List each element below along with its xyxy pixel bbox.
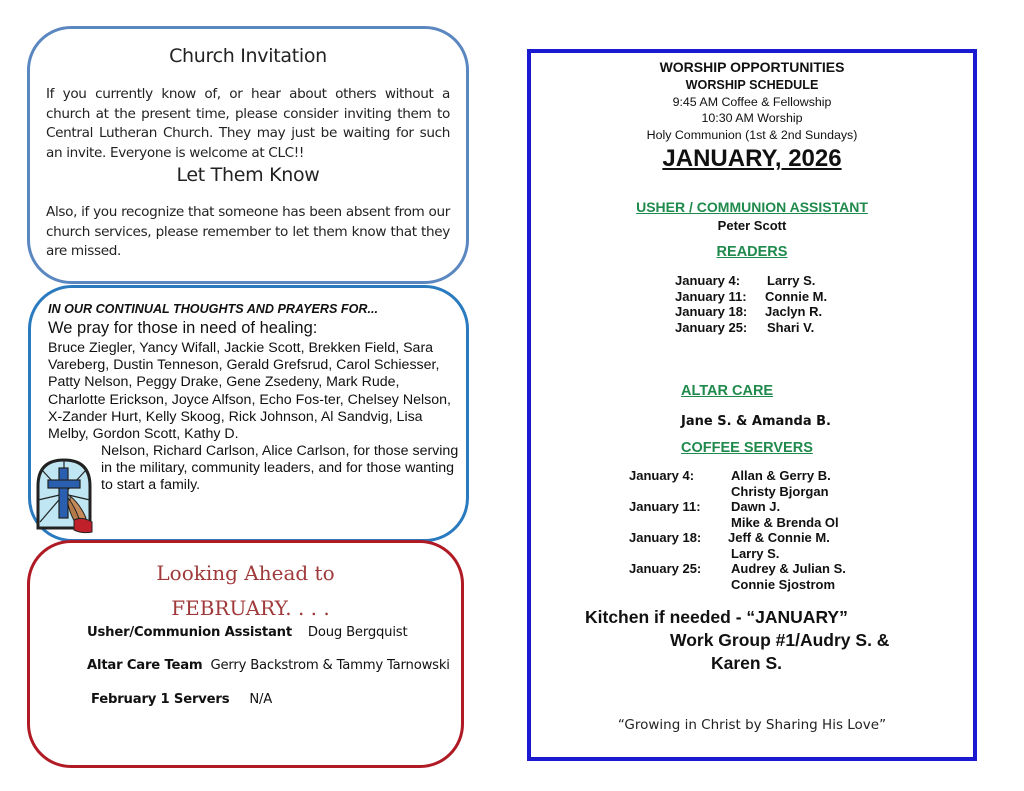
prayer-names-list-continued: Nelson, Richard Carlson, Alice Carlson, for those serving in the military, community leaders, and for those wanting to start a family.: [101, 443, 459, 494]
coffee-date: January 11:: [629, 499, 701, 514]
reader-date: January 18:: [675, 304, 748, 319]
church-invitation-text: If you currently know of, or hear about others without a church at the present time, please consider inviting them to Central Lutheran Church. They may just be waiting for such an invite. Everyone is welcome at CLC!!: [46, 86, 450, 161]
looking-ahead-title: Looking Ahead to: [156, 561, 335, 585]
coffee-date: January 4:: [629, 468, 695, 483]
readers-title: READERS: [716, 244, 788, 260]
reader-date: January 11:: [675, 289, 747, 304]
coffee-server: Audrey & Julian S.: [731, 561, 846, 576]
worship-schedule-title: WORSHIP SCHEDULE: [685, 78, 819, 92]
february-servers-row: [91, 692, 272, 707]
coffee-servers-title: COFFEE SERVERS: [681, 440, 813, 456]
reader-name: Shari V.: [767, 320, 815, 335]
february-altar-row: [87, 658, 450, 673]
church-invitation-title: Church Invitation: [169, 45, 327, 67]
let-them-know-title: Let Them Know: [176, 164, 320, 186]
coffee-server: Allan & Gerry B.: [731, 468, 831, 483]
praying-hands-window-icon: [34, 456, 98, 534]
february-title: FEBRUARY. . . .: [171, 596, 330, 620]
reader-name: Connie M.: [765, 289, 828, 304]
kitchen-line-3: Karen S.: [711, 653, 782, 673]
church-motto: “Growing in Christ by Sharing His Love”: [617, 717, 887, 733]
prayers-heading: IN OUR CONTINUAL THOUGHTS AND PRAYERS FOR...: [48, 302, 379, 316]
coffee-server: Dawn J.: [731, 499, 781, 514]
coffee-date: January 25:: [629, 561, 702, 576]
coffee-server: Connie Sjostrom: [731, 577, 836, 592]
schedule-communion: Holy Communion (1st & 2nd Sundays): [646, 128, 858, 142]
month-title: JANUARY, 2026: [662, 145, 842, 172]
schedule-worship: 10:30 AM Worship: [701, 111, 803, 125]
usher-title: USHER / COMMUNION ASSISTANT: [636, 199, 868, 215]
worship-heading: WORSHIP OPPORTUNITIES: [659, 59, 845, 75]
looking-ahead-february-box: [27, 540, 464, 768]
kitchen-line-1: Kitchen if needed - “JANUARY”: [585, 607, 848, 627]
february-usher-value: Doug Bergquist: [307, 625, 408, 640]
coffee-server: Jeff & Connie M.: [728, 530, 830, 545]
february-servers-label: February 1 Servers: [91, 692, 230, 707]
coffee-server: Christy Bjorgan: [731, 484, 829, 499]
kitchen-line-2: Work Group #1/Audry S. &: [670, 630, 890, 650]
prayers-box: [28, 285, 469, 542]
reader-date: January 25:: [675, 320, 748, 335]
schedule-coffee: 9:45 AM Coffee & Fellowship: [672, 95, 832, 109]
coffee-server: Larry S.: [731, 546, 780, 561]
altar-care-title: ALTAR CARE: [681, 383, 774, 399]
coffee-date: January 18:: [629, 530, 702, 545]
reader-name: Jaclyn R.: [765, 304, 823, 319]
february-usher-label: Usher/Communion Assistant: [87, 625, 292, 640]
prayer-names-list: Bruce Ziegler, Yancy Wifall, Jackie Scott, Brekken Field, Sara Vareberg, Dustin Tenneson, Gerald Grefsrud, Carol Schiesser, Patty Nelson, Peggy Drake, Gene Zsedeny, Mark Rude, Charlotte Erickson, Joyce Alfson, Echo Fos-ter, Chelsey Nelson, X-Zander Hurt, Kelly Skoog, Rick Johnson, Al Sandvig, Lisa Melby, Gordon Scott, Kathy D.: [48, 340, 451, 443]
usher-name: Peter Scott: [717, 218, 787, 233]
reader-name: Larry S.: [767, 273, 816, 288]
february-altar-label: Altar Care Team: [87, 658, 203, 673]
february-usher-row: [87, 625, 407, 640]
coffee-server: Mike & Brenda Ol: [731, 515, 839, 530]
let-them-know-text: Also, if you recognize that someone has been absent from our church services, please remember to let them know that they are missed.: [46, 204, 450, 259]
prayers-subheading: We pray for those in need of healing:: [48, 319, 318, 337]
february-altar-value: Gerry Backstrom & Tammy Tarnowski: [210, 658, 450, 673]
february-servers-value: N/A: [249, 692, 273, 707]
worship-opportunities-box: [527, 49, 977, 761]
church-invitation-box: [27, 26, 469, 284]
altar-care-names: Jane S. & Amanda B.: [681, 414, 831, 429]
reader-date: January 4:: [675, 273, 741, 288]
